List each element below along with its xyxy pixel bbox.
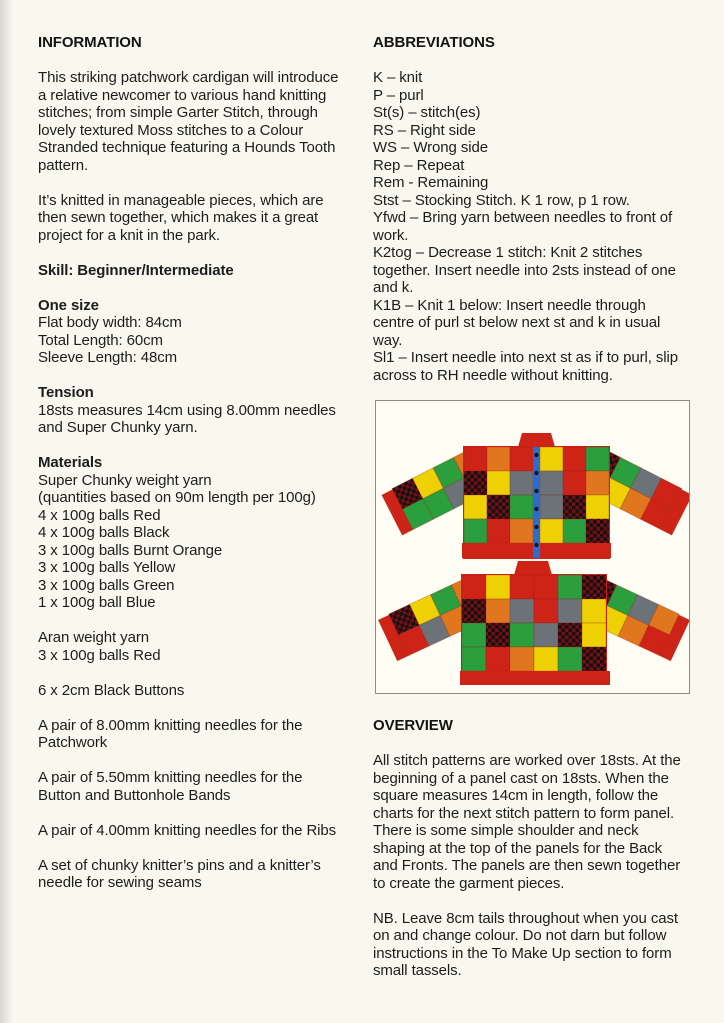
materials-heading: Materials	[38, 454, 103, 471]
skill-line: Skill: Beginner/Intermediate	[38, 261, 234, 279]
text-line: and k.	[373, 279, 414, 296]
overview-nb-paragraph	[373, 910, 707, 980]
back-hem	[460, 671, 610, 685]
text-line: pattern.	[38, 156, 89, 174]
cardigan-illustration	[376, 401, 689, 693]
text-line: Total Length: 60cm	[38, 331, 163, 349]
text-line: 4 x 100g balls Red	[38, 506, 161, 524]
text-line: 3 x 100g balls Yellow	[38, 559, 176, 576]
needles-5-5mm	[38, 769, 364, 804]
text-line: stitches; from simple Garter Stitch, through	[38, 104, 318, 121]
information-heading: INFORMATION	[38, 34, 142, 51]
text-line: Super Chunky weight yarn	[38, 471, 212, 489]
text-line: Yfwd – Bring yarn between needles to front of	[373, 209, 673, 226]
overview-section	[373, 717, 707, 997]
text-line: There is some simple shoulder and neck	[373, 822, 639, 839]
text-line: 18sts measures 14cm using 8.00mm needles	[38, 401, 336, 419]
size-section	[38, 297, 364, 367]
text-line: 1 x 100g ball Blue	[38, 594, 156, 611]
text-line: square measures 14cm in length, follow the	[373, 787, 659, 804]
text-line: project for a knit in the park.	[38, 226, 220, 244]
text-line: 4 x 100g balls Black	[38, 524, 170, 541]
back-collar	[514, 561, 552, 575]
text-line: WS – Wrong side	[373, 139, 488, 156]
cardigan-photo	[375, 400, 690, 694]
button-band	[533, 447, 540, 558]
text-line: Stranded technique featuring a Hounds Tooth	[38, 139, 336, 156]
text-line: together. Insert needle into 2sts instead of one	[373, 261, 676, 279]
text-line: All stitch patterns are worked over 18sts. At the	[373, 752, 681, 769]
tension-heading: Tension	[38, 384, 94, 401]
front-collar	[518, 433, 555, 447]
buttons-line: 6 x 2cm Black Buttons	[38, 681, 185, 699]
text-line: A pair of 4.00mm knitting needles for the Ribs	[38, 821, 337, 839]
text-line: a relative newcomer to various hand knitting	[38, 86, 327, 104]
text-line: way.	[373, 331, 403, 349]
text-line: across to RH needle without knitting.	[373, 366, 613, 384]
yarn-lines	[38, 472, 364, 612]
needles-8mm	[38, 717, 364, 752]
text-line: lovely textured Moss stitches to a Colour	[38, 121, 304, 139]
size-lines	[38, 314, 364, 367]
text-line: shaping at the top of the panels for the Back	[373, 839, 663, 857]
text-line: Patchwork	[38, 734, 108, 751]
text-line: A set of chunky knitter’s pins and a knitter’s	[38, 856, 321, 874]
text-line: A pair of 8.00mm knitting needles for the	[38, 716, 303, 734]
text-line: 3 x 100g balls Green	[38, 576, 175, 594]
text-line: It’s knitted in manageable pieces, which are	[38, 191, 324, 209]
text-line: RS – Right side	[373, 121, 476, 139]
text-line: needle for sewing seams	[38, 874, 202, 891]
text-line: 3 x 100g balls Burnt Orange	[38, 541, 223, 559]
tension-section	[38, 384, 364, 437]
knitters-pins	[38, 857, 364, 892]
abbreviations-heading: ABBREVIATIONS	[373, 34, 495, 51]
text-line: Sl1 – Insert needle into next st as if to purl, slip	[373, 349, 678, 366]
text-line: Aran weight yarn	[38, 629, 149, 646]
overview-heading: OVERVIEW	[373, 717, 453, 734]
text-line: Sleeve Length: 48cm	[38, 349, 178, 366]
size-heading: One size	[38, 296, 99, 314]
aran-yarn	[38, 629, 364, 664]
text-line: Flat body width: 84cm	[38, 314, 182, 331]
overview-paragraph	[373, 752, 707, 892]
text-line: Rem - Remaining	[373, 174, 489, 191]
pieces-paragraph	[38, 192, 364, 245]
text-line: beginning of a panel cast on 18sts. When the	[373, 769, 669, 787]
text-line: then sewn together, which makes it a great	[38, 209, 319, 226]
text-line: small tassels.	[373, 962, 462, 979]
intro-paragraph	[38, 69, 364, 174]
text-line: Rep – Repeat	[373, 156, 465, 174]
abbreviations-column	[373, 34, 707, 402]
text-line: K – knit	[373, 69, 423, 86]
materials-section	[38, 454, 364, 612]
cardigan-front-view	[381, 433, 689, 559]
text-line: Stst – Stocking Stitch. K 1 row, p 1 row.	[373, 191, 630, 209]
text-line: work.	[373, 226, 409, 244]
text-line: A pair of 5.50mm knitting needles for the	[38, 769, 303, 786]
text-line: and Super Chunky yarn.	[38, 419, 198, 436]
text-line: St(s) – stitch(es)	[373, 104, 481, 121]
text-line: K1B – Knit 1 below: Insert needle through	[373, 296, 646, 314]
information-column	[38, 34, 364, 909]
tension-lines	[38, 402, 364, 437]
text-line: and Fronts. The panels are then sewn together	[373, 857, 681, 874]
text-line: charts for the next stitch pattern to form panel.	[373, 804, 675, 822]
text-line: K2tog – Decrease 1 stitch: Knit 2 stitches	[373, 244, 643, 261]
abbreviation-lines	[373, 69, 707, 384]
text-line: centre of purl st below next st and k in usual	[373, 314, 661, 331]
needles-4mm	[38, 822, 364, 840]
text-line: to create the garment pieces.	[373, 874, 565, 892]
text-line: NB. Leave 8cm tails throughout when you cast	[373, 909, 678, 927]
text-line: (quantities based on 90m length per 100g)	[38, 489, 316, 506]
text-line: 3 x 100g balls Red	[38, 646, 161, 664]
text-line: on and change colour. Do not darn but follow	[373, 927, 667, 944]
text-line: P – purl	[373, 86, 424, 104]
text-line: Button and Buttonhole Bands	[38, 786, 231, 804]
text-line: instructions in the To Make Up section to form	[373, 944, 672, 962]
cardigan-back-view	[378, 561, 689, 685]
text-line: This striking patchwork cardigan will introduce	[38, 69, 339, 86]
